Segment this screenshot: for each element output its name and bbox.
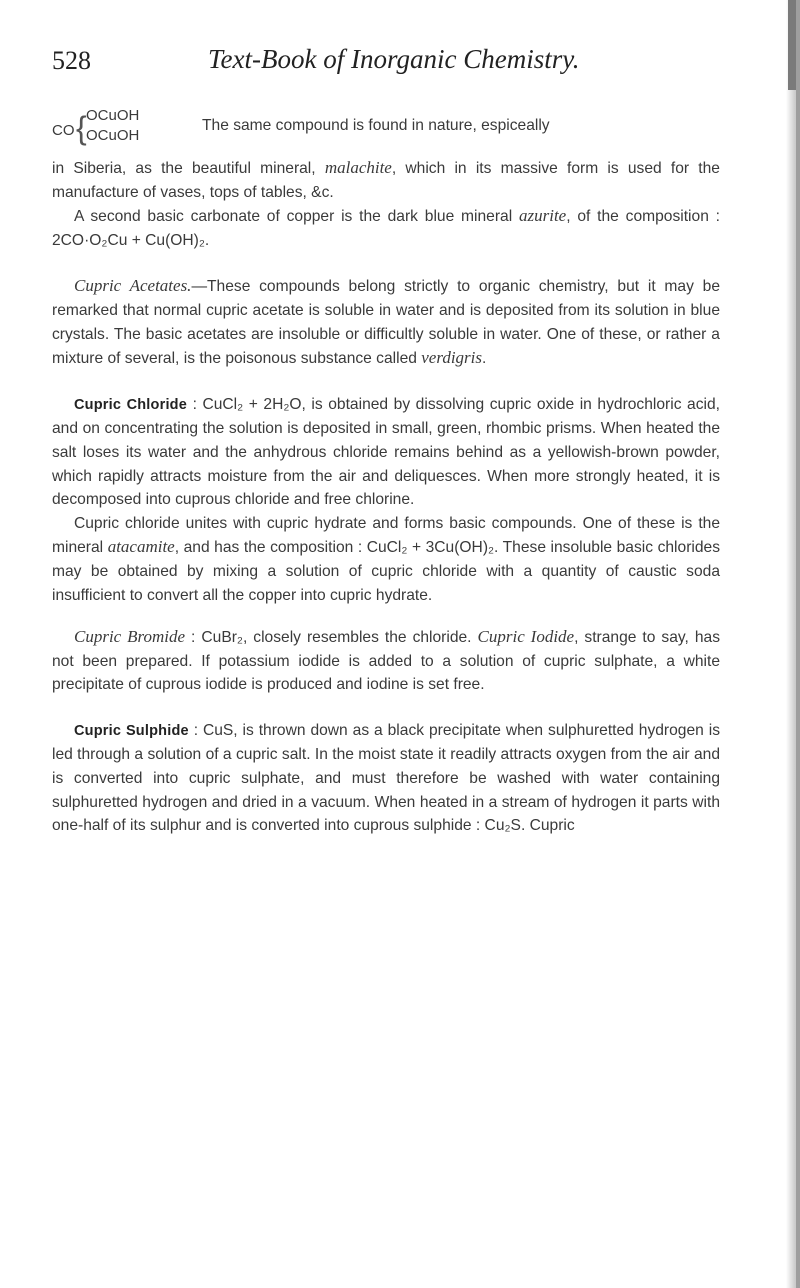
term-verdigris: verdigris — [421, 348, 483, 368]
text-run: . — [482, 350, 487, 368]
paragraph-basic-chlorides — [52, 512, 720, 607]
heading-cupric-acetates: Cupric Acetates. — [74, 276, 192, 296]
paragraph-cupric-chloride — [52, 393, 720, 512]
text-run: in Siberia, as the beautiful mineral, — [52, 160, 325, 177]
carbonate-formula — [52, 104, 202, 156]
term-atacamite: atacamite — [107, 537, 175, 557]
heading-cupric-sulphide: Cupric Sulphide — [74, 722, 189, 739]
paragraph-bromide-iodide — [52, 625, 720, 697]
text-run: , strange to say, has not been prepared. If potassium iodide is added to a solution of cupric sulphate, a white precipitate of cuprous iodide is produced and iodine is set free. — [52, 629, 721, 694]
text-run: Cupric chloride unites with cupric hydrate and forms basic compounds. One of these is the mineral — [52, 514, 720, 557]
text-run: : CuS, is thrown down as a black precipitate when sulphuretted hydrogen is led through a solution of a cupric salt. In the moist state it readily attracts oxygen from the air and is converted into cupric sulphate, and must therefore be washed with water containing sulphuretted hydrogen and dried in a vacuum. When heated in a stream of hydrogen it parts with one-half of its sulphur and is converted into cuprous sulphide : Cu₂S. Cupric — [52, 721, 720, 835]
text-run: : CuCl₂ + 2H₂O, is obtained by dissolving cupric oxide in hydrochloric acid, and on concentrating the solution is deposited in small, green, rhombic prisms. When heated the salt loses its water and the anhydrous chloride remains behind as a yellowish-brown powder, which rapidly attracts moisture from the air and deliquesces. When more strongly heated, it is decomposed into cuprous chloride and free chlorine. — [52, 395, 720, 509]
page-number: 528 — [52, 46, 91, 75]
paragraph-cupric-sulphide — [52, 719, 720, 838]
text-run: —These compounds belong strictly to organic chemistry, but it may be remarked that normal cupric acetate is soluble in water and is deposited from its solution in blue crystals. The basic acetates are insoluble or difficultly soluble in water. One of these, or rather a mixture of several, is the poisonous substance called — [52, 278, 720, 368]
term-azurite: azurite — [519, 206, 567, 226]
paragraph-malachite — [52, 156, 720, 204]
text-run: : CuBr₂, closely resembles the chloride. — [185, 629, 478, 647]
heading-cupric-chloride: Cupric Chloride — [74, 396, 187, 413]
heading-cupric-iodide: Cupric Iodide — [477, 627, 575, 647]
text-run: , and has the composition : CuCl₂ + 3Cu(OH)₂. These insoluble basic chlorides may be obtained by mixing a solution of cupric chloride with a quantity of caustic soda insufficient to convert all the copper into cupric hydrate. — [52, 539, 720, 604]
formula-line-2: OCuOH — [86, 127, 140, 144]
term-malachite: malachite — [324, 158, 392, 177]
text-run: A second basic carbonate of copper is the dark blue mineral — [74, 208, 519, 226]
paragraph-cupric-acetates — [52, 274, 720, 370]
text-run: , which in its massive form is used for the manufacture of vases, tops of tables, &c. — [52, 160, 720, 201]
formula-line-1: OCuOH — [86, 107, 140, 124]
formula-line-text: The same compound is found in nature, espiceally — [202, 117, 550, 134]
formula-line — [52, 104, 720, 156]
paragraph-azurite — [52, 204, 720, 252]
body-text — [52, 104, 720, 838]
text-run: , of the composition : 2CO·O₂Cu + Cu(OH)₂. — [52, 208, 721, 249]
running-header — [52, 38, 712, 78]
formula-co: CO — [52, 122, 75, 139]
page-edge-shadow — [786, 0, 800, 1288]
formula-brace: { — [76, 110, 87, 146]
heading-cupric-bromide: Cupric Bromide — [74, 627, 186, 647]
running-title: Text-Book of Inorganic Chemistry. — [208, 44, 580, 74]
